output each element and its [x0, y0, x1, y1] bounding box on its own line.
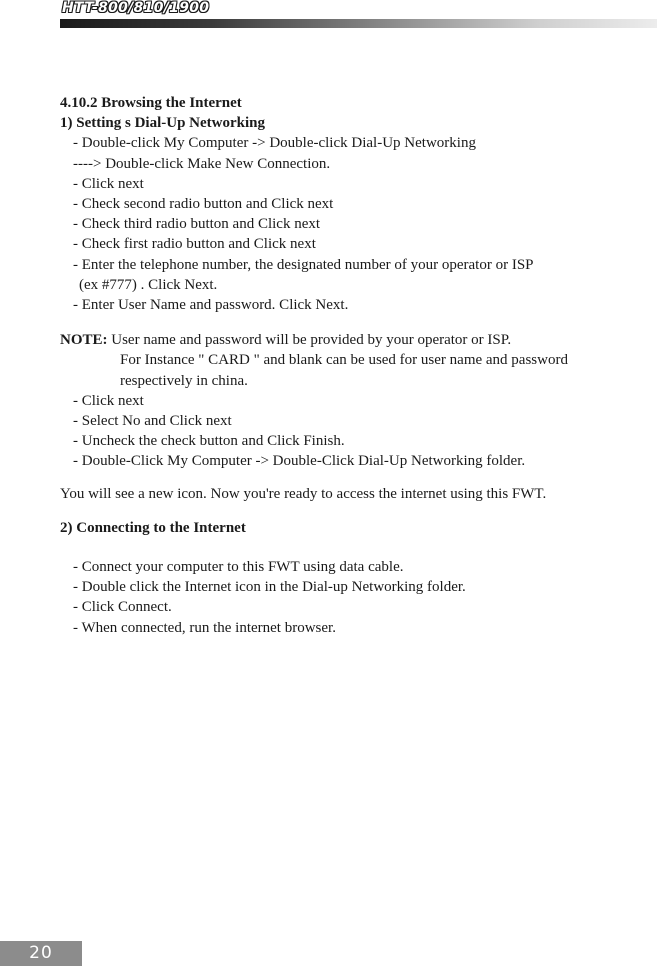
summary-text: You will see a new icon. Now you're ready to access the internet using this FWT.	[60, 485, 547, 502]
part2-step: - Click Connect.	[73, 599, 172, 616]
part1-step: - Enter the telephone number, the designated number of your operator or ISP	[73, 256, 534, 273]
part1-step: - Uncheck the check button and Click Finish.	[73, 433, 345, 450]
part2-heading: 2) Connecting to the Internet	[60, 519, 246, 536]
note-text: User name and password will be provided by your operator or ISP.	[111, 332, 512, 349]
note-label: NOTE:	[60, 332, 108, 349]
part2-step: - Double click the Internet icon in the Dial-up Networking folder.	[73, 579, 466, 596]
part1-step: - Double-Click My Computer -> Double-Click Dial-Up Networking folder.	[73, 453, 526, 470]
section-title: 4.10.2 Browsing the Internet	[60, 95, 242, 111]
part1-step: ----> Double-click Make New Connection.	[73, 155, 331, 172]
part1-step: - Enter User Name and password. Click Next.	[73, 297, 349, 314]
note-line	[60, 330, 657, 350]
header-gradient-bar	[60, 19, 657, 28]
part2-step: - Connect your computer to this FWT using data cable.	[73, 559, 404, 576]
part1-step: - Click next	[73, 392, 144, 409]
page-number: 20	[29, 943, 53, 963]
part1-step: - Check second radio button and Click next	[73, 196, 334, 213]
part1-step: - Check first radio button and Click next	[73, 236, 316, 253]
manual-content	[60, 93, 657, 638]
part1-step: - Check third radio button and Click next	[73, 216, 321, 233]
part1-step: - Select No and Click next	[73, 413, 232, 430]
part1-step: - Click next	[73, 175, 144, 192]
part1-heading: 1) Setting s Dial-Up Networking	[60, 115, 265, 132]
part1-step: (ex #777) . Click Next.	[79, 276, 218, 293]
note-text: For Instance " CARD " and blank can be used for user name and password	[120, 352, 568, 369]
note-text: respectively in china.	[120, 372, 248, 389]
part1-step: - Double-click My Computer -> Double-click Dial-Up Networking	[73, 135, 476, 152]
part2-step: - When connected, run the internet browser.	[73, 619, 336, 636]
header-model-title: HTT-800/810/1900	[62, 0, 210, 16]
